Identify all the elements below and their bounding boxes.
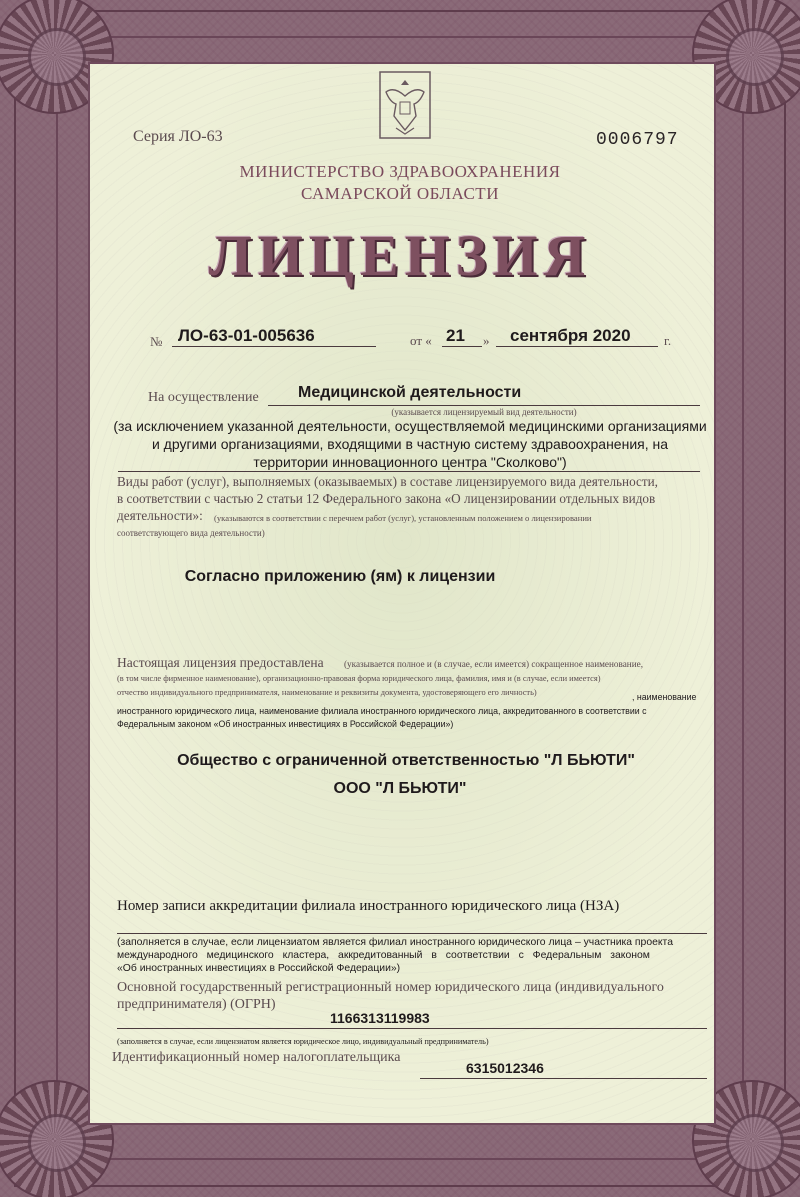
activity-note-line-1: (за исключением указанной деятельности, осуществляемой медицинскими организациями bbox=[113, 418, 707, 434]
license-number-underline bbox=[172, 346, 376, 347]
inn-value: 6315012346 bbox=[466, 1060, 544, 1076]
licensee-full-name: Общество с ограниченной ответственностью "Л БЬЮТИ" bbox=[177, 752, 635, 769]
nza-underline bbox=[117, 933, 707, 934]
licensee-short-name: ООО "Л БЬЮТИ" bbox=[333, 780, 467, 797]
activity-underline bbox=[268, 405, 700, 406]
activity-hint: (указывается лицензируемый вид деятельности) bbox=[391, 407, 577, 417]
licensee-hint-3-tail: , наименование bbox=[632, 692, 697, 702]
nza-hint-1: (заполняется в случае, если лицензиатом является филиал иностранного юридического лица – участника проекта bbox=[117, 937, 673, 948]
ogrn-underline bbox=[117, 1028, 707, 1029]
licensee-hint-3: отчество индивидуального предпринимателя, наименование и реквизиты документа, удостоверяющего его личность) bbox=[117, 688, 537, 697]
licensee-hint-2: (в том числе фирменное наименование), организационно-правовая форма юридического лица, фамилия, имя и (в случае, если имеется) bbox=[117, 674, 601, 683]
activity-label: На осуществление bbox=[148, 390, 259, 405]
series-label: Серия ЛО-63 bbox=[133, 128, 223, 145]
activity-note-line-2: и другими организациями, входящими в частную систему здравоохранения, на bbox=[151, 436, 669, 452]
works-line-2: в соответствии с частью 2 статьи 12 Федерального закона «О лицензировании отдельных видов bbox=[117, 491, 656, 506]
licensee-hint-1: (указывается полное и (в случае, если имеется) сокращенное наименование, bbox=[344, 659, 644, 669]
ogrn-label-1: Основной государственный регистрационный номер юридического лица (индивидуального bbox=[117, 980, 664, 995]
date-from-label: от « bbox=[410, 333, 432, 348]
ogrn-value: 1166313119983 bbox=[330, 1010, 430, 1026]
inn-label: Идентификационный номер налогоплательщика bbox=[112, 1050, 401, 1065]
works-line-4-hint: соответствующего вида деятельности) bbox=[117, 528, 265, 538]
inn-underline bbox=[420, 1078, 707, 1079]
activity-note-underline bbox=[118, 471, 700, 472]
works-line-3-hint: (указываются в соответствии с перечнем работ (услуг), установленным положением о лицензировании bbox=[214, 513, 592, 523]
license-month-underline bbox=[496, 346, 658, 347]
works-value: Согласно приложению (ям) к лицензии bbox=[184, 568, 496, 585]
coat-of-arms-icon bbox=[378, 70, 432, 140]
date-close-quote: » bbox=[483, 333, 490, 348]
serial-number: 0006797 bbox=[596, 130, 679, 150]
license-number: ЛО-63-01-005636 bbox=[178, 326, 315, 345]
works-line-1: Виды работ (услуг), выполняемых (оказываемых) в составе лицензируемого вида деятельности, bbox=[117, 474, 658, 489]
license-day: 21 bbox=[446, 326, 465, 345]
number-sign: № bbox=[150, 334, 163, 349]
license-month-year: сентября 2020 bbox=[510, 326, 631, 345]
year-suffix: г. bbox=[664, 333, 672, 348]
nza-label: Номер записи аккредитации филиала иностранного юридического лица (НЗА) bbox=[117, 898, 620, 914]
license-day-underline bbox=[442, 346, 482, 347]
licensee-hint-4: иностранного юридического лица, наименование филиала иностранного юридического лица, аккредитованного в соответствии с bbox=[117, 706, 647, 716]
ministry-line-1: МИНИСТЕРСТВО ЗДРАВООХРАНЕНИЯ bbox=[239, 162, 561, 181]
ogrn-hint: (заполняется в случае, если лицензиатом является юридическое лицо, индивидуальный предприниматель) bbox=[117, 1037, 489, 1046]
ministry-line-2: САМАРСКОЙ ОБЛАСТИ bbox=[301, 184, 499, 203]
ogrn-label-2: предпринимателя) (ОГРН) bbox=[117, 997, 276, 1012]
nza-hint-2: международного медицинского кластера, аккредитованный в соответствии с Федеральным законом bbox=[117, 950, 650, 961]
document-title: ЛИЦЕНЗИЯ bbox=[208, 223, 592, 288]
nza-hint-3: «Об иностранных инвестициях в Российской Федерации») bbox=[117, 963, 401, 974]
works-line-3-label: деятельности»: bbox=[117, 508, 203, 523]
activity-value: Медицинской деятельности bbox=[298, 384, 522, 401]
licensee-label: Настоящая лицензия предоставлена bbox=[117, 655, 324, 670]
activity-note-line-3: территории инновационного центра "Сколково") bbox=[253, 454, 567, 470]
licensee-hint-5: Федеральным законом «Об иностранных инвестициях в Российской Федерации») bbox=[117, 719, 454, 729]
